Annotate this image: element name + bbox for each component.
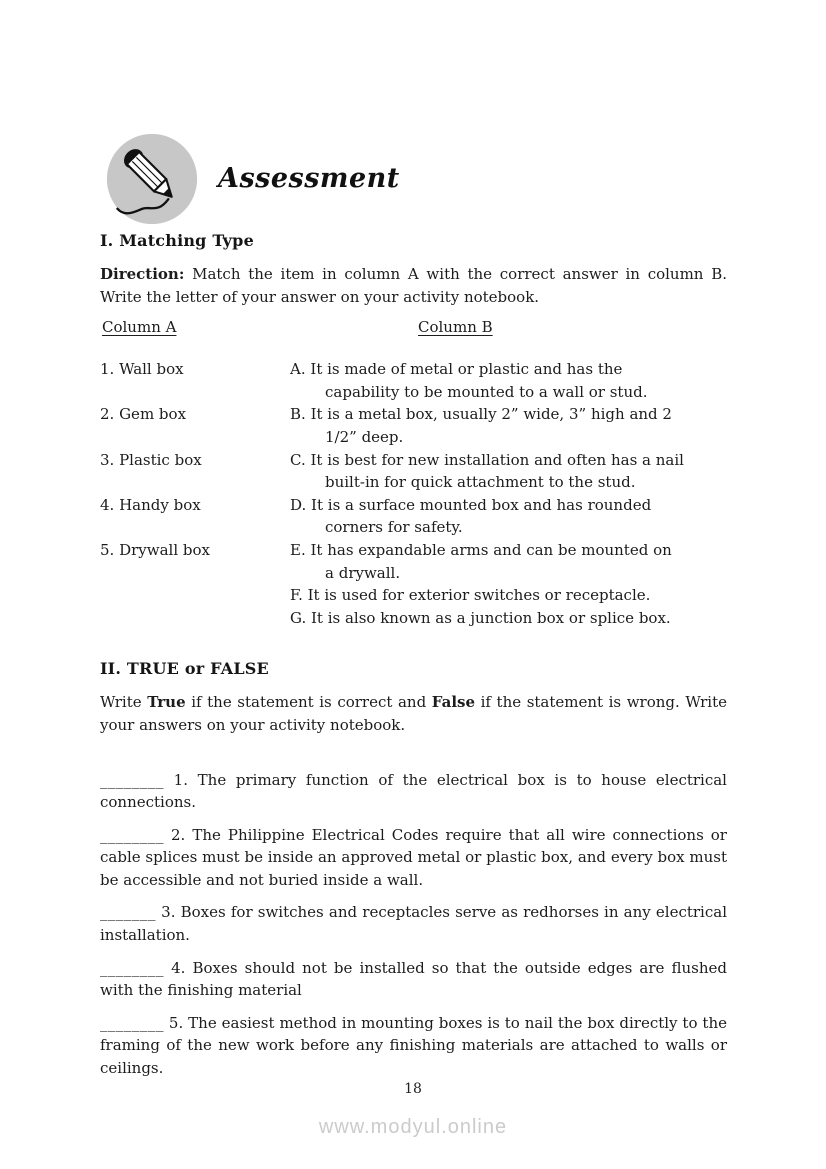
option-text-wrap: capability to be mounted to a wall or stud. — [325, 382, 648, 401]
true-false-direction — [100, 691, 727, 736]
intro-text: if the statement is correct and — [185, 693, 432, 712]
intro-bold-true: True — [147, 693, 186, 712]
option-text: It has expandable arms and can be mounted on — [310, 540, 672, 559]
direction-label: Direction: — [100, 265, 185, 283]
intro-text: if the statement is wrong. Write your answers on your activity notebook. — [100, 693, 727, 734]
column-b-item — [290, 358, 727, 403]
column-a-header: Column A — [102, 318, 177, 337]
column-a-item: 5. Drywall box — [100, 540, 210, 559]
statement-text: 4. Boxes should not be installed so that the outside edges are flushed with the finishing material — [100, 958, 727, 1000]
option-text-wrap: a drywall. — [325, 563, 401, 582]
statement — [100, 1012, 727, 1080]
section-heading-matching: I. Matching Type — [100, 231, 254, 250]
true-false-statements — [100, 769, 727, 1080]
column-b-item — [290, 584, 727, 607]
page-title: Assessment — [218, 163, 400, 194]
direction-text: Match the item in column A with the correct answer in column B. Write the letter of your answer on your activity notebook. — [100, 265, 727, 306]
option-letter: D. — [290, 495, 307, 514]
answer-blank: _______ — [100, 903, 156, 922]
matching-table — [100, 358, 727, 629]
option-letter: C. — [290, 450, 306, 469]
statement-text: 3. Boxes for switches and receptacles serve as redhorses in any electrical installation. — [100, 903, 727, 945]
option-letter: F. — [290, 586, 303, 605]
option-text: It is also known as a junction box or splice box. — [311, 608, 671, 627]
column-b-item — [290, 494, 727, 539]
watermark: www.modyul.online — [318, 1116, 508, 1138]
option-text: It is made of metal or plastic and has the — [310, 360, 623, 379]
column-b-item — [290, 403, 727, 448]
answer-blank: ________ — [100, 825, 164, 844]
section-heading-true-false: II. TRUE or FALSE — [100, 659, 269, 679]
answer-blank: ________ — [100, 770, 164, 789]
column-a-item: 3. Plastic box — [100, 450, 202, 469]
statement — [100, 901, 727, 946]
option-text: It is best for new installation and often has a nail — [310, 450, 684, 469]
answer-blank: ________ — [100, 1013, 164, 1032]
option-letter: E. — [290, 540, 306, 559]
statement — [100, 769, 727, 814]
option-text-wrap: corners for safety. — [325, 518, 463, 537]
option-text: It is a surface mounted box and has rounded — [311, 495, 652, 514]
column-headers — [100, 316, 727, 338]
statement — [100, 824, 727, 892]
option-letter: A. — [290, 360, 306, 379]
column-b-item — [290, 607, 727, 630]
statement-text: 1. The primary function of the electrical box is to house electrical connections. — [100, 770, 727, 812]
option-text: It is used for exterior switches or receptacle. — [307, 586, 651, 605]
matching-direction — [100, 263, 727, 308]
option-letter: B. — [290, 405, 306, 424]
column-b-item — [290, 449, 727, 494]
column-b-header: Column B — [418, 318, 493, 337]
answer-blank: ________ — [100, 958, 164, 977]
column-a-item: 1. Wall box — [100, 360, 184, 379]
pencil-icon — [104, 131, 200, 227]
statement-text: 2. The Philippine Electrical Codes require that all wire connections or cable splices must be inside an approved metal or plastic box, and every box must be accessible and not buried inside a wall. — [100, 825, 727, 889]
option-letter: G. — [290, 608, 307, 627]
column-a-list — [100, 358, 290, 629]
intro-bold-false: False — [431, 693, 476, 712]
statement-text: 5. The easiest method in mounting boxes is to nail the box directly to the framing of the new work before any finishing materials are attached to walls or ceilings. — [100, 1013, 727, 1078]
column-b-item — [290, 539, 727, 584]
statement — [100, 957, 727, 1002]
column-a-item: 2. Gem box — [100, 405, 187, 424]
option-text: It is a metal box, usually 2” wide, 3” high and 2 — [310, 405, 672, 424]
column-b-list — [290, 358, 727, 629]
page-number: 18 — [404, 1081, 422, 1097]
option-text-wrap: built-in for quick attachment to the stud. — [325, 473, 636, 492]
intro-text: Write — [100, 693, 148, 712]
column-a-item: 4. Handy box — [100, 495, 201, 514]
option-text-wrap: 1/2” deep. — [325, 427, 404, 446]
